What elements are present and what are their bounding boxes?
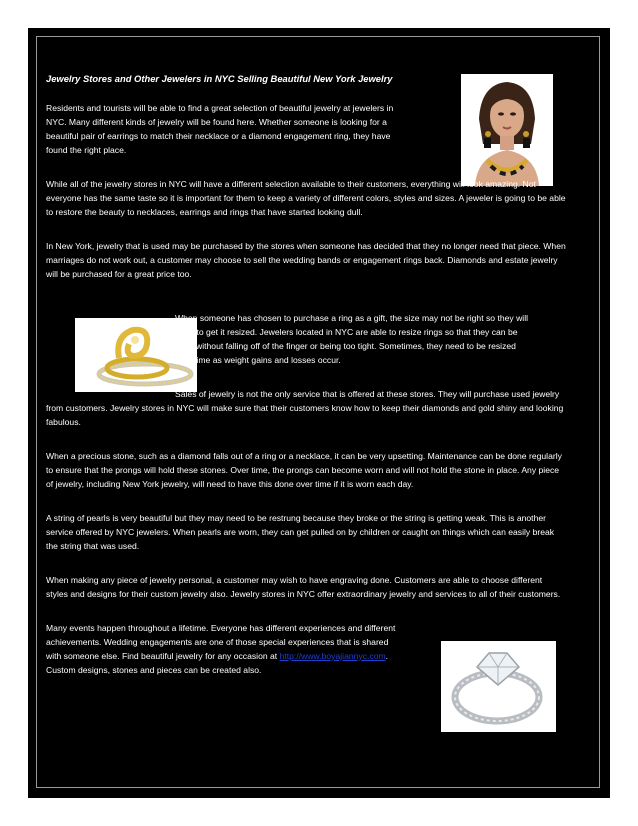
- paragraph-5: Sales of jewelry is not the only service that is offered at these stores. They will purchase used jewelry from customers. Jewelry stores in NYC will make sure that their customers know how to keep their diamonds and gold shiny and looking fabulous.: [46, 389, 564, 427]
- paragraph-9-text-after: . Custom designs, stones and pieces can be created also.: [46, 651, 389, 675]
- paragraph-7: A string of pearls is very beautiful but they may need to be restrung because they broke or the string is getting weak. This is another service offered by NYC jewelers. When pearls are worn, they can get pulled on by children or caught on things which can easily break the string that was used.: [46, 513, 555, 551]
- paragraph-9-text-before: Many events happen throughout a lifetime. Everyone has different experiences and different achievements. Wedding engagements are one of those special experiences that is shared with someone else. Find beautiful jewelry for any occasion at: [46, 623, 396, 661]
- paragraph-2: While all of the jewelry stores in NYC will have a different selection available to their customers, everything will look amazing. Not everyone has the same taste so it is important for them to keep a variety of different colors, styles and sizes. A jeweler is going to be able to restore the beauty to necklaces, earrings and rings that have started looking dull.: [46, 179, 566, 217]
- paragraph-1: Residents and tourists will be able to find a great selection of beautiful jewelry at jewelers in NYC. Many different kinds of jewelry will be found here. Whether someone is looking for a beautiful pair of earrings to match their necklace or a diamond engagement ring, they have found the right place.: [46, 103, 394, 155]
- paragraph-3: In New York, jewelry that is used may be purchased by the stores when someone has decided that they no longer need that piece. When marriages do not work out, a customer may choose to sell the wedding bands or engagement rings back. Diamonds and estate jewelry will be purchased for a great price too.: [46, 241, 566, 279]
- article-title: Jewelry Stores and Other Jewelers in NYC Selling Beautiful New York Jewelry: [46, 73, 393, 84]
- paragraph-4: When someone has chosen to purchase a ring as a gift, the size may not be right so they will need to get it resized. Jewelers located in NYC are able to resize rings so that they can be worn without falling off of the finger or being too tight. Sometimes, they need to be resized over time as weight gains and losses occur.: [175, 313, 529, 365]
- paragraph-6: When a precious stone, such as a diamond falls out of a ring or a necklace, it can be very upsetting. Maintenance can be done regularly to ensure that the prongs will hold these stones. Over time, the prongs can become worn and will not hold the stone in place. Any piece of jewelry, including New York jewelry, will need to have this done over time if it is worn each day.: [46, 451, 562, 489]
- article: [46, 72, 566, 697]
- paragraph-9: [46, 621, 406, 677]
- website-link[interactable]: http://www.boyajiannyc.com: [279, 651, 386, 661]
- paragraph-8: When making any piece of jewelry personal, a customer may wish to have engraving done. Customers are able to choose different styles and designs for their custom jewelry also. Jewelry stores in NYC offer extraordinary jewelry and services to all of their customers.: [46, 575, 561, 599]
